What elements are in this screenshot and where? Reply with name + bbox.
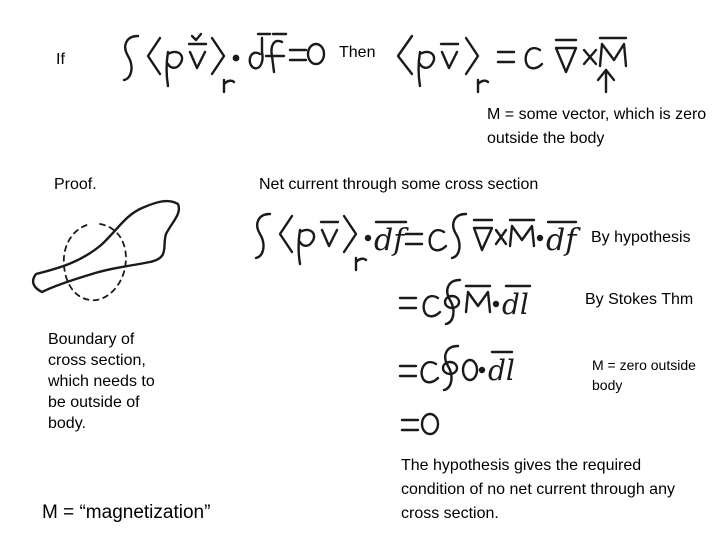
svg-text:df: df — [374, 223, 405, 258]
then-label: Then — [339, 44, 376, 61]
proof-label: Proof. — [54, 176, 97, 193]
m-definition-note: M = some vector, which is zero outside the body — [487, 106, 707, 147]
svg-text:dl: dl — [488, 354, 515, 387]
proof-step-3 — [400, 346, 515, 390]
m-zero-note: M = zero outside body — [592, 357, 696, 393]
magnetization-label: M = “magnetization” — [42, 502, 211, 523]
result-equation — [398, 36, 626, 92]
proof-step-2 — [400, 280, 530, 324]
by-hypothesis-label: By hypothesis — [591, 229, 691, 246]
boundary-note: Boundary of cross section, which needs to be outside of body. — [48, 331, 155, 432]
body-sketch — [33, 201, 179, 300]
svg-text:df: df — [546, 223, 577, 258]
conclusion-note: The hypothesis gives the required condition of no net current through any cross section. — [401, 457, 675, 522]
proof-step-1 — [256, 214, 581, 270]
proof-step-4 — [402, 414, 438, 434]
net-current-heading: Net current through some cross section — [259, 176, 539, 193]
by-stokes-label: By Stokes Thm — [585, 291, 694, 308]
hypothesis-equation — [124, 34, 324, 92]
svg-text:dl: dl — [502, 288, 529, 321]
if-label: If — [56, 51, 65, 68]
